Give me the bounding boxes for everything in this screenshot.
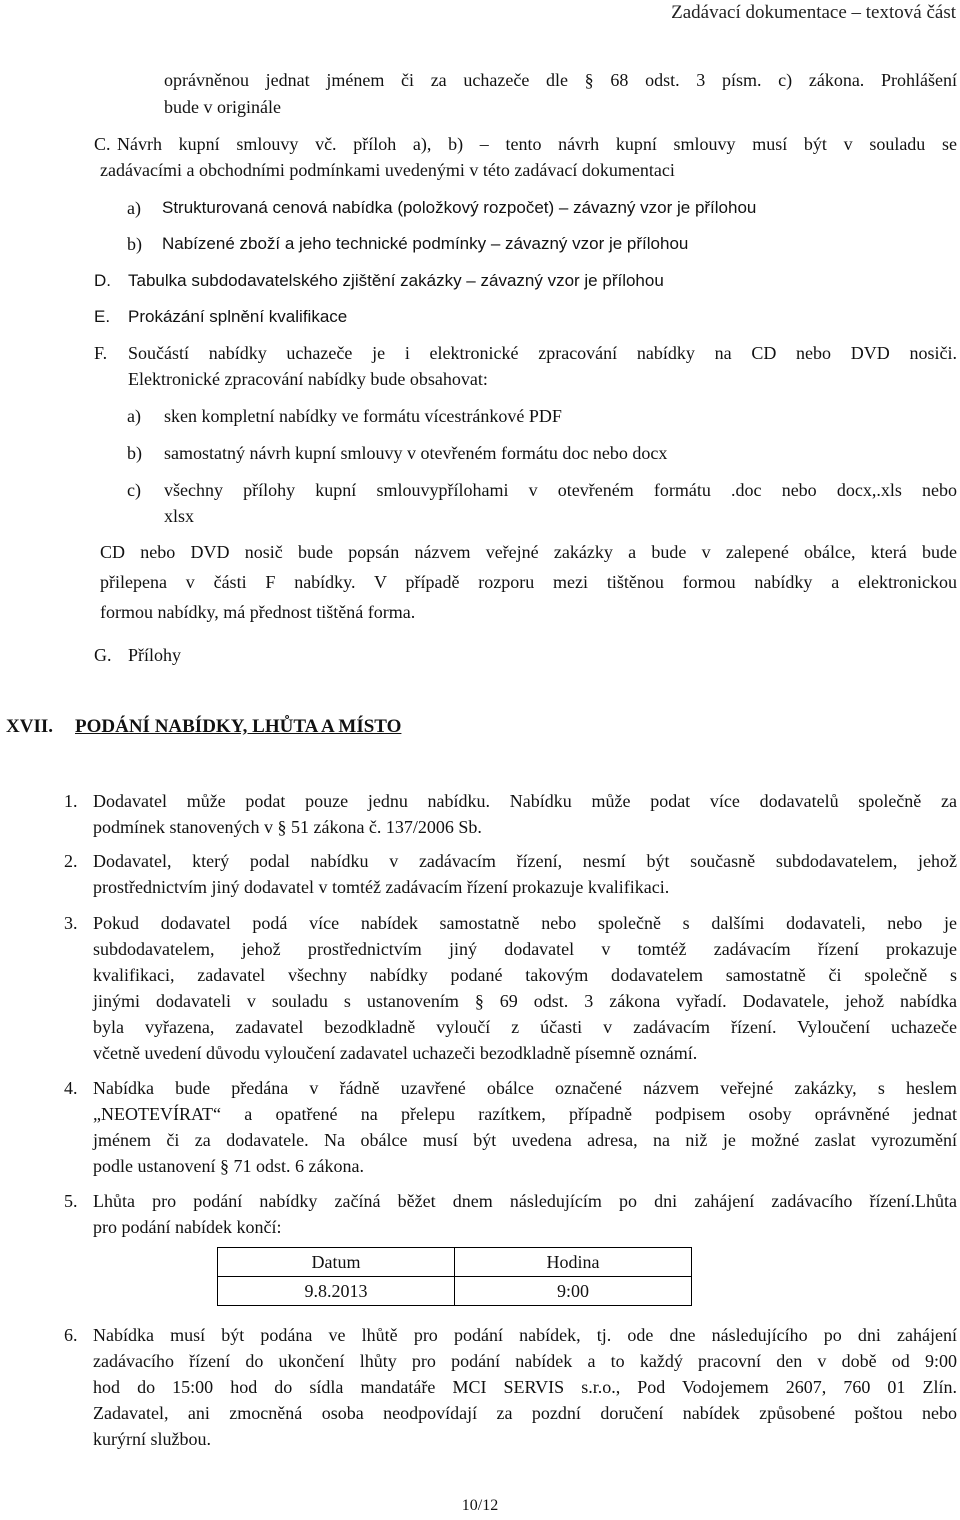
section-c-line-2: zadávacími a obchodními podmínkami uvedenými v této zadávací dokumentaci [100,160,675,180]
page-number: 10/12 [461,1497,499,1514]
point-3-line-3: kvalifikaci, zadavatel všechny nabídky podané takovým dodavatelem samostatně či společně s [93,965,957,985]
chapter-title: PODÁNÍ NABÍDKY, LHŮTA A MÍSTO [75,716,402,737]
point-6-line-3: hod do 15:00 hod do sídla mandatáře MCI SERVIS s.r.o., Pod Vodojemem 2607, 760 01 Zlín. [93,1377,957,1397]
point-6-line-2: zadávacího řízení do ukončení lhůty pro podání nabídek a to každý pracovní den v době od 9:00 [93,1351,957,1371]
section-f-line-1: Součástí nabídky uchazeče je i elektronické zpracování nabídky na CD nebo DVD nosiči. [128,343,957,363]
intro-line-2: bude v originále [164,97,281,117]
section-c-item-b-text: Nabízené zboží a jeho technické podmínky – závazný vzor je přílohou [162,234,689,253]
point-1-line-1: Dodavatel může podat pouze jednu nabídku. Nabídku může podat více dodavatelů společně za [93,791,957,811]
point-2-line-1: Dodavatel, který podal nabídku v zadávacím řízení, nesmí být současně subdodavatelem, jehož [93,851,957,871]
point-6-line-1: Nabídka musí být podána ve lhůtě pro podání nabídek, tj. ode dne následujícího po dni zahájení [93,1325,957,1345]
table-header-row [218,1248,692,1277]
point-4-label: 4. [64,1078,78,1098]
section-g-label: G. [94,645,112,665]
section-f-item-c-text-2: xlsx [164,506,195,526]
section-f-item-a-text: sken kompletní nabídky ve formátu vícestránkové PDF [164,406,562,426]
section-c-item-b-label: b) [127,234,142,254]
section-f-para-line-1: CD nebo DVD nosič bude popsán názvem veřejné zakázky a bude v zalepené obálce, která bude [100,542,957,562]
point-5-line-2: pro podání nabídek končí: [93,1217,282,1237]
chapter-number: XVII. [6,716,53,737]
table-header-datum: Datum [218,1248,455,1277]
section-f-item-c-label: c) [127,480,141,500]
section-f-item-b-label: b) [127,443,142,463]
point-1-label: 1. [64,791,78,811]
point-5-line-1: Lhůta pro podání nabídky začíná běžet dnem následujícím po dni zahájení zadávacího řízení.Lhůta [93,1191,957,1211]
point-3-line-5: byla vyřazena, zadavatel bezodkladně vyloučí z účasti v zadávacím řízení. Vyloučení uchazeče [93,1017,957,1037]
point-3-line-4: jinými dodavateli v souladu s ustanovením § 69 odst. 3 zákona vyřadí. Dodavatele, jehož nabídka [93,991,957,1011]
point-3-line-2: subdodavatelem, jehož prostřednictvím jiný dodavatel v tomtéž zadávacím řízení prokazuje [93,939,957,959]
point-4-line-2: „NEOTEVÍRAT“ a opatřené na přelepu razítkem, případně podpisem osoby oprávněné jednat [93,1104,957,1124]
section-f-para-line-2: přilepena v části F nabídky. V případě rozporu mezi tištěnou formou nabídky a elektronickou [100,572,957,592]
section-f-item-c-text: všechny přílohy kupní smlouvypřílohami v otevřeném formátu .doc nebo docx,.xls nebo [164,480,957,500]
point-6-line-5: kurýrní službou. [93,1429,211,1449]
section-e-label: E. [94,307,111,326]
section-d-text: Tabulka subdodavatelského zjištění zakázky – závazný vzor je přílohou [128,271,664,290]
section-c-line-1: Návrh kupní smlouvy vč. příloh a), b) – tento návrh kupní smlouvy musí být v souladu se [117,134,957,154]
table-row [218,1277,692,1306]
deadline-table [217,1247,692,1306]
section-c-item-a-text: Strukturovaná cenová nabídka (položkový rozpočet) – závazný vzor je přílohou [162,198,757,217]
section-d-label: D. [94,271,111,290]
point-4-line-4: podle ustanovení § 71 odst. 6 zákona. [93,1156,364,1176]
section-g-text: Přílohy [128,645,182,665]
point-3-line-1: Pokud dodavatel podá více nabídek samostatně nebo společně s dalšími dodavateli, nebo je [93,913,957,933]
section-e-text: Prokázání splnění kvalifikace [128,307,348,326]
point-4-line-1: Nabídka bude předána v řádně uzavřené obálce označené názvem veřejné zakázky, s heslem [93,1078,957,1098]
point-5-label: 5. [64,1191,78,1211]
point-2-label: 2. [64,851,78,871]
point-6-label: 6. [64,1325,78,1345]
point-3-line-6: včetně uvedení důvodu vyloučení zadavatel uchazeči bezodkladně písemně oznámí. [93,1043,698,1063]
table-header-hodina: Hodina [455,1248,692,1277]
table-cell-time: 9:00 [455,1277,692,1306]
point-4-line-3: jménem či za dodavatele. Na obálce musí být uvedena adresa, na niž je možné zaslat vyrozumění [93,1130,957,1150]
point-1-line-2: podmínek stanovených v § 51 zákona č. 137/2006 Sb. [93,817,482,837]
intro-line-1: oprávněnou jednat jménem či za uchazeče dle § 68 odst. 3 písm. c) zákona. Prohlášení [164,70,957,90]
section-f-item-b-text: samostatný návrh kupní smlouvy v otevřeném formátu doc nebo docx [164,443,668,463]
document-header: Zadávací dokumentace – textová část [671,2,956,23]
point-2-line-2: prostřednictvím jiný dodavatel v tomtéž zadávacím řízení prokazuje kvalifikaci. [93,877,670,897]
section-f-line-2: Elektronické zpracování nabídky bude obsahovat: [128,369,488,389]
point-3-label: 3. [64,913,78,933]
section-f-label: F. [94,343,108,363]
section-f-para-line-3: formou nabídky, má přednost tištěná forma. [100,602,416,622]
point-6-line-4: Zadavatel, ani zmocněná osoba neodpovídají za pozdní doručení nabídek způsobené poštou nebo [93,1403,957,1423]
table-cell-date: 9.8.2013 [218,1277,455,1306]
section-f-item-a-label: a) [127,406,141,426]
section-c-item-a-label: a) [127,198,141,218]
section-c-label: C. [94,134,111,154]
